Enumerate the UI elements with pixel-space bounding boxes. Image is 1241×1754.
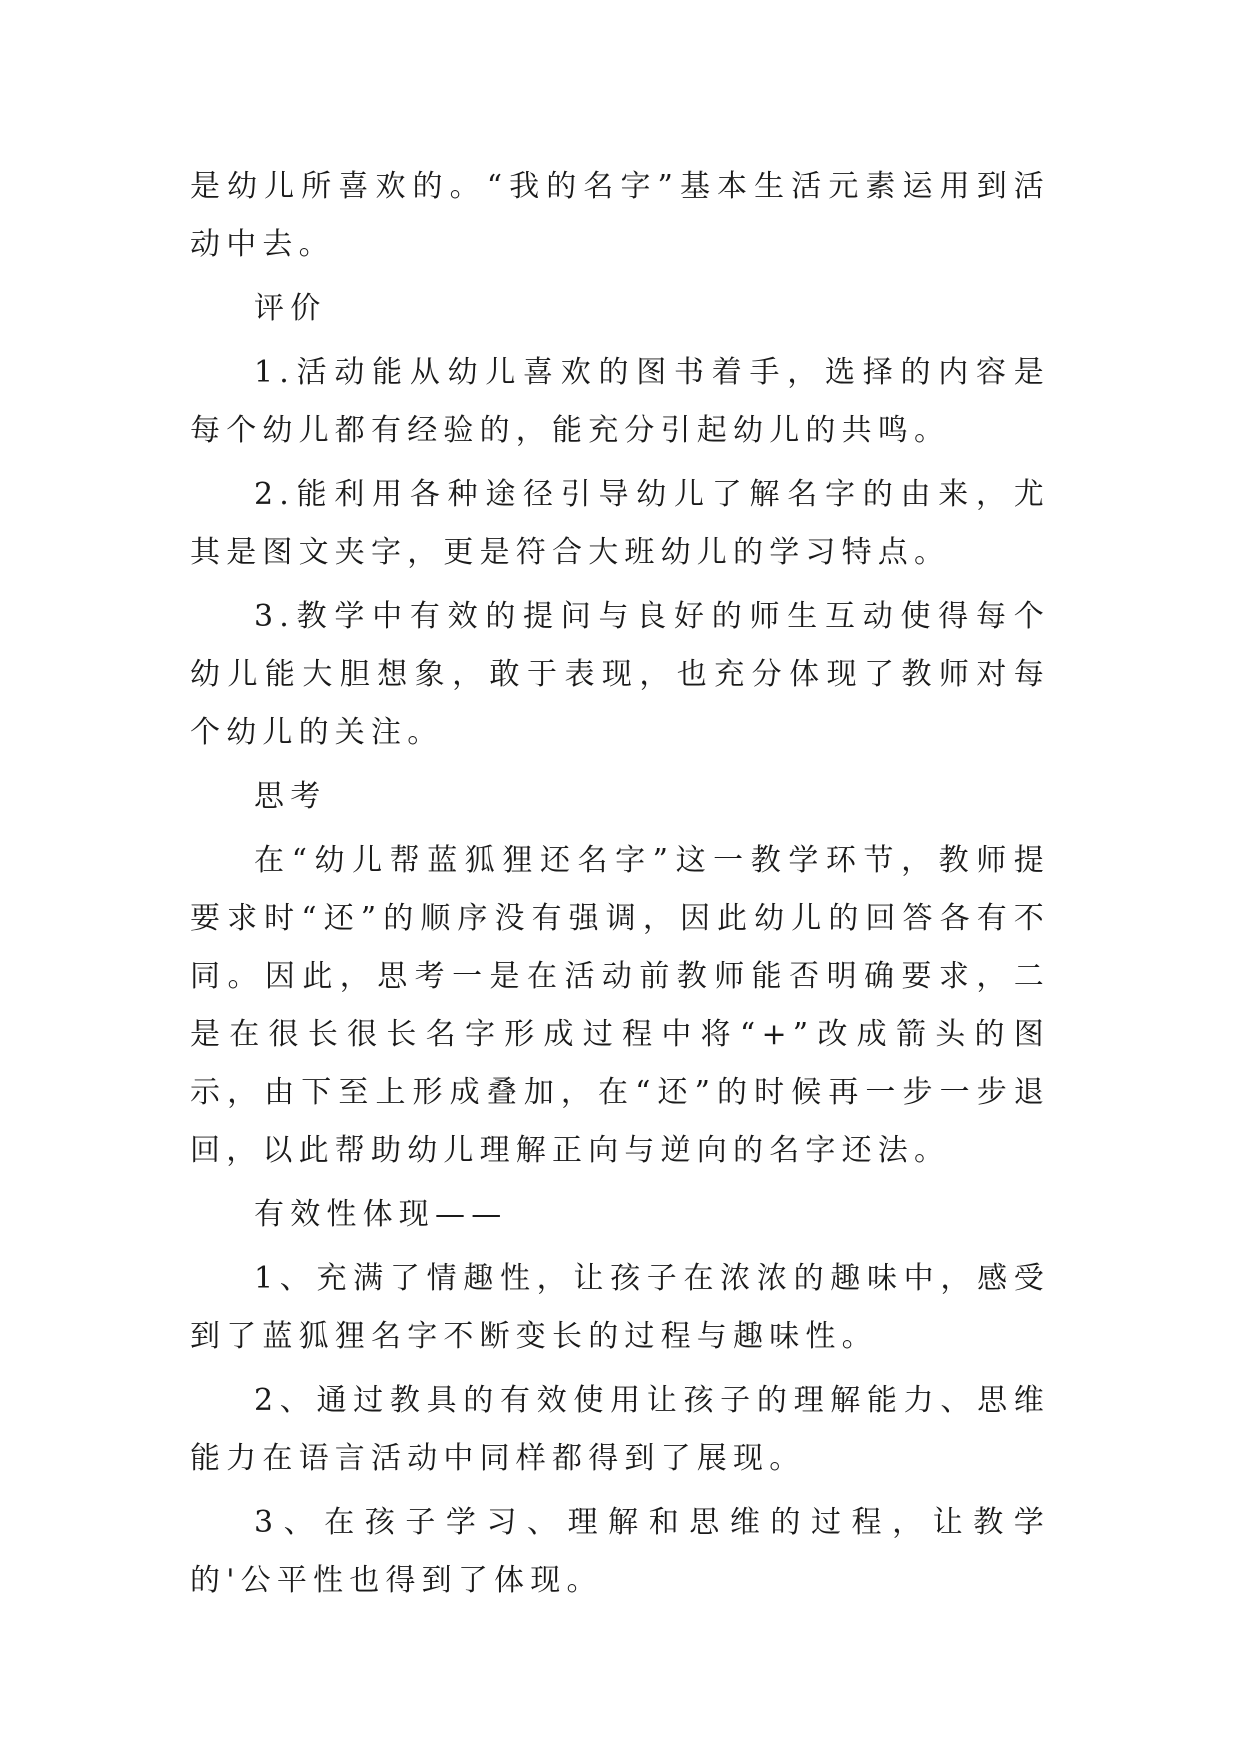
paragraph-continuation: 是幼儿所喜欢的。“我的名字”基本生活元素运用到活动中去。: [190, 169, 1050, 262]
heading-effectiveness: 有效性体现——: [254, 1197, 508, 1232]
document-body: [190, 158, 1050, 1616]
reflection-paragraph: 在“幼儿帮蓝狐狸还名字”这一教学环节，教师提要求时“还”的顺序没有强调，因此幼儿的回答各有不同。因此，思考一是在活动前教师能否明确要求，二是在很长很长名字形成过程中将“+”改成箭头的图示，由下至上形成叠加，在“还”的时候再一步一步退回，以此帮助幼儿理解正向与逆向的名字还法。: [190, 843, 1050, 1168]
evaluation-item-3: 3.教学中有效的提问与良好的师生互动使得每个幼儿能大胆想象，敢于表现，也充分体现了教师对每个幼儿的关注。: [190, 599, 1050, 750]
effectiveness-item-2: 2、通过教具的有效使用让孩子的理解能力、思维能力在语言活动中同样都得到了展现。: [190, 1383, 1050, 1476]
heading-evaluation: 评价: [254, 291, 327, 326]
heading-reflection: 思考: [254, 779, 327, 814]
effectiveness-item-3: 3、在孩子学习、理解和思维的过程，让教学的'公平性也得到了体现。: [190, 1505, 1050, 1598]
effectiveness-item-1: 1、充满了情趣性，让孩子在浓浓的趣味中，感受到了蓝狐狸名字不断变长的过程与趣味性。: [190, 1261, 1050, 1354]
evaluation-item-1: 1.活动能从幼儿喜欢的图书着手，选择的内容是每个幼儿都有经验的，能充分引起幼儿的共鸣。: [190, 355, 1050, 448]
evaluation-item-2: 2.能利用各种途径引导幼儿了解名字的由来，尤其是图文夹字，更是符合大班幼儿的学习特点。: [190, 477, 1050, 570]
